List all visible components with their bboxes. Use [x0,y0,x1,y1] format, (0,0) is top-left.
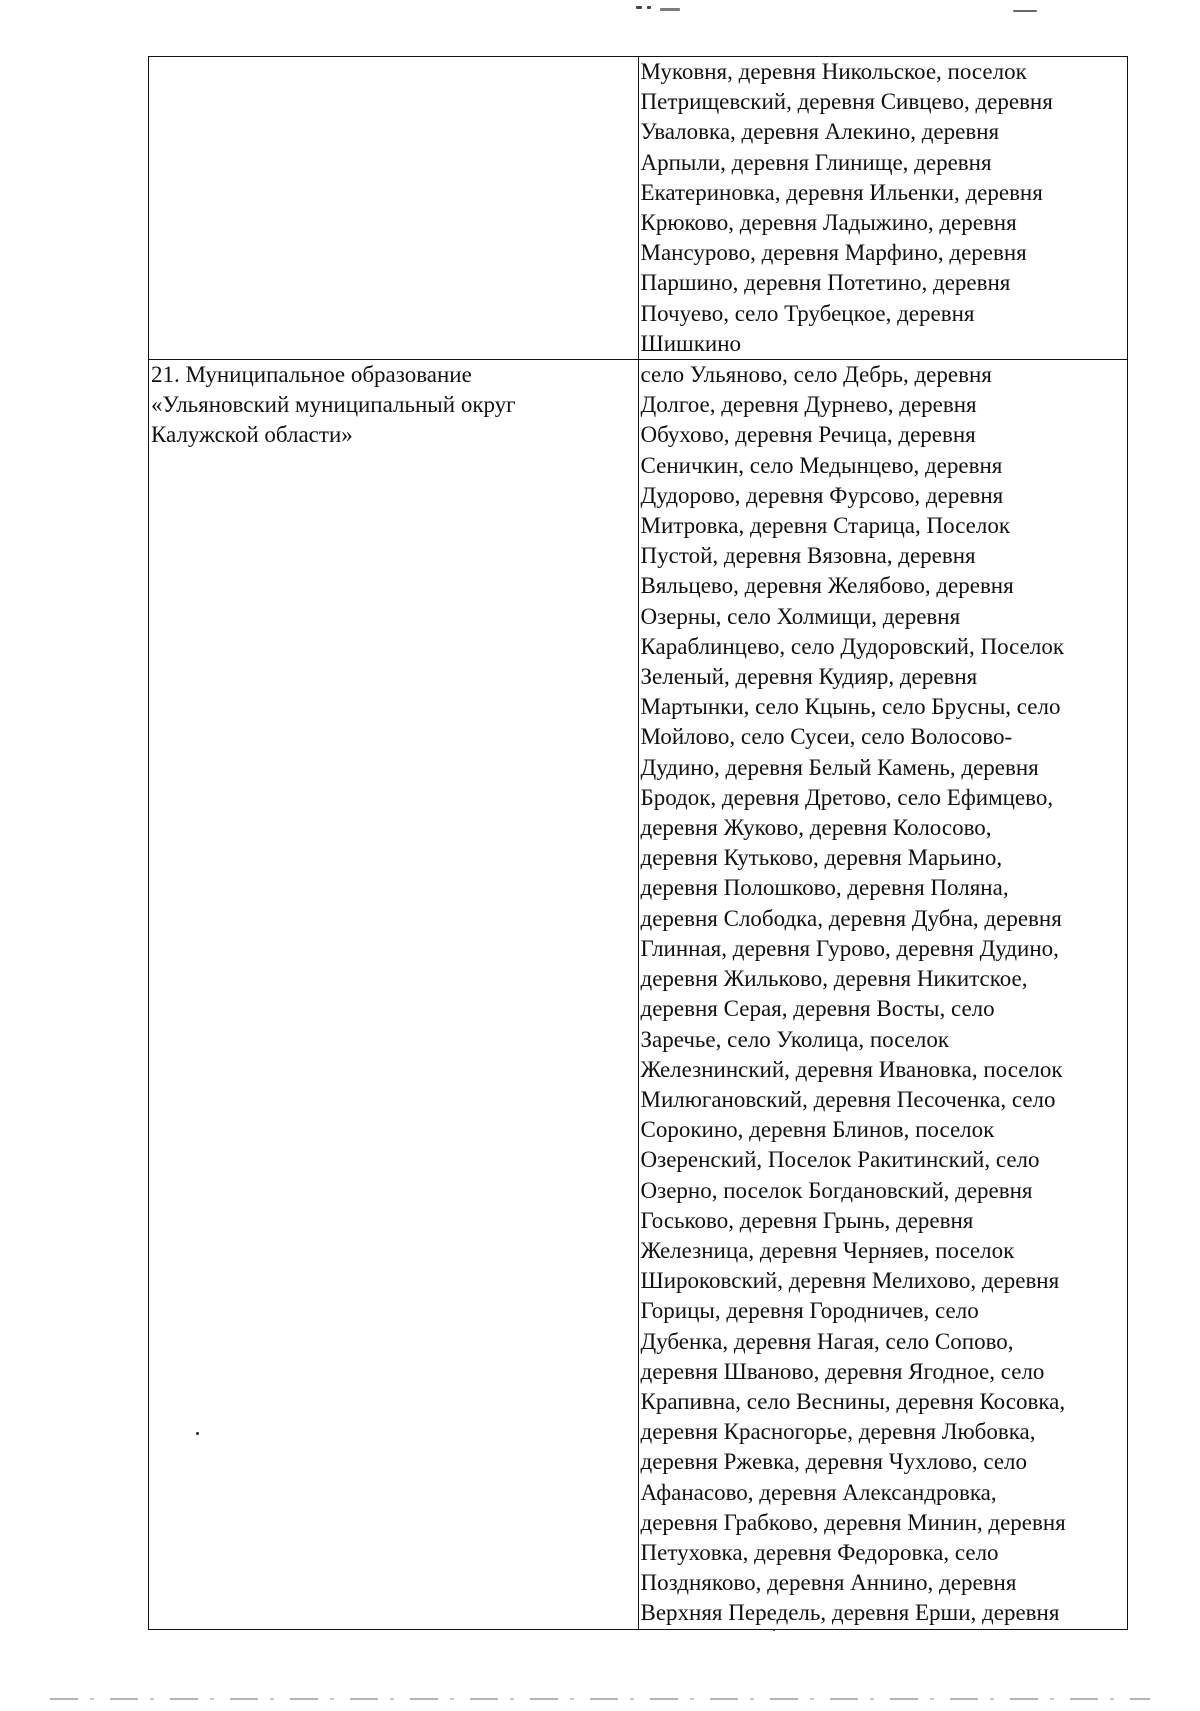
settlements-text-line: Караблинцево, село Дудоровский, Поселок [640,633,1065,659]
settlements-text-line: Поздняково, деревня Аннино, деревня [640,1570,1017,1596]
settlements-text-line: деревня Слободка, деревня Дубна, деревня [640,905,1062,931]
settlements-text-line: Горицы, деревня Городничев, село [640,1298,979,1324]
settlements-text-line: Долгое, деревня Дурнево, деревня [640,392,977,418]
settlements-text-line: деревня Грабково, деревня Минин, деревня [640,1509,1066,1535]
settlements-text-line: Муковня, деревня Никольское, поселок [640,59,1027,84]
settlements-text-line: деревня Кутьково, деревня Марьино, [640,845,1003,871]
scan-dot [196,1432,199,1435]
settlements-text-line: Мартынки, село Кцынь, село Брусны, село [640,694,1061,720]
settlements-text-line: Дудино, деревня Белый Камень, деревня [640,754,1039,780]
scan-bottom-edge [50,1698,1150,1700]
settlements-text-line: Мойлово, село Сусеи, село Волосово- [640,724,1013,750]
settlements-text-line: Дубенка, деревня Нагая, село Сопово, [640,1328,1014,1354]
settlements-text-line: деревня Красногорье, деревня Любовка, [640,1419,1036,1445]
scan-artifact [636,6,642,9]
settlements-text-line: село Ульяново, село Дебрь, деревня [640,362,992,388]
settlements-text-line: Крапивна, село Веснины, деревня Косовка, [640,1388,1066,1414]
municipality-cell [149,360,639,1630]
settlements-text-line: Глинная, деревня Гурово, деревня Дудино, [640,935,1059,961]
settlements-text-line: Митровка, деревня Старица, Поселок [640,513,1011,539]
settlements-text-line: деревня Шваново, деревня Ягодное, село [640,1358,1045,1384]
settlements-text-line: Озерны, село Холмищи, деревня [640,603,961,629]
settlements-text-line: Уваловка, деревня Алекино, деревня [640,119,1000,145]
municipality-text-line: 21. Муниципальное образование [151,362,472,388]
settlements-text-line: Озерно, поселок Богдановский, деревня [640,1177,1033,1203]
municipality-cell [149,57,639,360]
settlements-text-line: Паршино, деревня Потетино, деревня [640,270,1011,296]
settlements-text-line: деревня Полошково, деревня Поляна, [640,875,1009,901]
settlements-text-line: Сеничкин, село Медынцево, деревня [640,452,1003,478]
settlements-cell [638,57,1128,360]
settlements-text-line: деревня Жуково, деревня Колосово, [640,815,992,841]
settlements-text-line: Сорокино, деревня Блинов, поселок [640,1117,995,1143]
settlements-text-line: Широковский, деревня Мелихово, деревня [640,1268,1060,1294]
settlements-text-line: Арпыли, деревня Глинище, деревня [640,149,992,175]
settlements-text-line: Озеренский, Поселок Ракитинский, село [640,1147,1040,1173]
scan-artifact [647,6,651,9]
settlements-table [148,56,1128,1630]
settlements-text-line: Верхняя Передель, деревня Ерши, деревня [640,1600,1060,1626]
settlements-text-line: Екатериновка, деревня Ильенки, деревня [640,179,1043,205]
settlements-text-line: деревня Ржевка, деревня Чухлово, село [640,1449,1028,1475]
table-row [149,360,1128,1630]
settlements-text-line: Шишкино [640,330,742,356]
settlements-text-line: Дудорово, деревня Фурсово, деревня [640,482,1004,508]
settlements-text-line: Пустой, деревня Вязовна, деревня [640,543,976,569]
settlements-text-line: Железнинский, деревня Ивановка, поселок [640,1056,1063,1082]
settlements-text-line: Железница, деревня Черняев, поселок [640,1237,1015,1263]
settlements-text-line: деревня Серая, деревня Восты, село [640,996,995,1022]
settlements-text-line: Крюково, деревня Ладыжино, деревня [640,210,1017,236]
settlements-text-line: Вяльцево, деревня Желябово, деревня [640,573,1014,599]
scan-artifact [1013,10,1037,12]
settlements-text-line: Обухово, деревня Речица, деревня [640,422,976,448]
settlements-text-line: Бродок, деревня Дретово, село Ефимцево, [640,784,1054,810]
table-row [149,57,1128,360]
settlements-text-line: Петрищевский, деревня Сивцево, деревня [640,89,1053,115]
settlements-text-line: Зеленый, деревня Кудияр, деревня [640,664,978,690]
settlements-text-line: Почуево, село Трубецкое, деревня [640,300,975,326]
settlements-text-line: деревня Жильково, деревня Никитское, [640,966,1028,992]
settlements-text-line: Петуховка, деревня Федоровка, село [640,1539,999,1565]
municipality-text-line: Калужской области» [151,422,353,448]
settlements-text-line: Милюгановский, деревня Песоченка, село [640,1086,1056,1112]
settlements-cell [638,360,1128,1630]
scan-artifact [660,8,680,11]
settlements-text-line: Заречье, село Уколица, поселок [640,1026,950,1052]
settlements-text-line: Госьково, деревня Грынь, деревня [640,1207,974,1233]
municipality-text-line: «Ульяновский муниципальный округ [151,392,516,418]
settlements-text-line: Афанасово, деревня Александровка, [640,1479,997,1505]
scan-dot [773,1629,775,1631]
settlements-text-line: Мансурово, деревня Марфино, деревня [640,240,1027,266]
